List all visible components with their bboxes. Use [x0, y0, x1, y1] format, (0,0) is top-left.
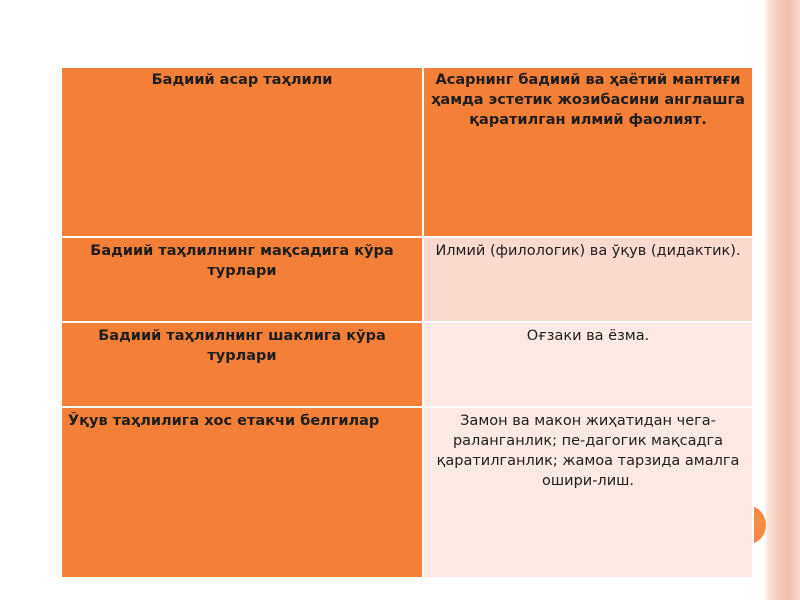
row-value: Асарнинг бадиий ва ҳаётий мантиғи ҳамда эстетик жозибасини англашга қаратилган илмий фаолият. — [423, 67, 753, 237]
row-label: Ўқув таҳлилига хос етакчи белгилар — [61, 407, 423, 578]
table-row — [61, 67, 753, 237]
decorative-border — [764, 0, 800, 600]
table-row — [61, 322, 753, 407]
row-value: Замон ва макон жиҳатидан чега-раланганлик; пе-дагогик мақсадга қаратилганлик; жамоа тарзида амалга ошири-лиш. — [423, 407, 753, 578]
row-label: Бадиий таҳлилнинг мақсадига кўра турлари — [61, 237, 423, 322]
table-row — [61, 407, 753, 578]
table-row — [61, 237, 753, 322]
row-label: Бадиий таҳлилнинг шаклига кўра турлари — [61, 322, 423, 407]
content-table — [60, 66, 754, 579]
row-label: Бадиий асар таҳлили — [61, 67, 423, 237]
row-value: Оғзаки ва ёзма. — [423, 322, 753, 407]
row-value: Илмий (филологик) ва ўқув (дидактик). — [423, 237, 753, 322]
